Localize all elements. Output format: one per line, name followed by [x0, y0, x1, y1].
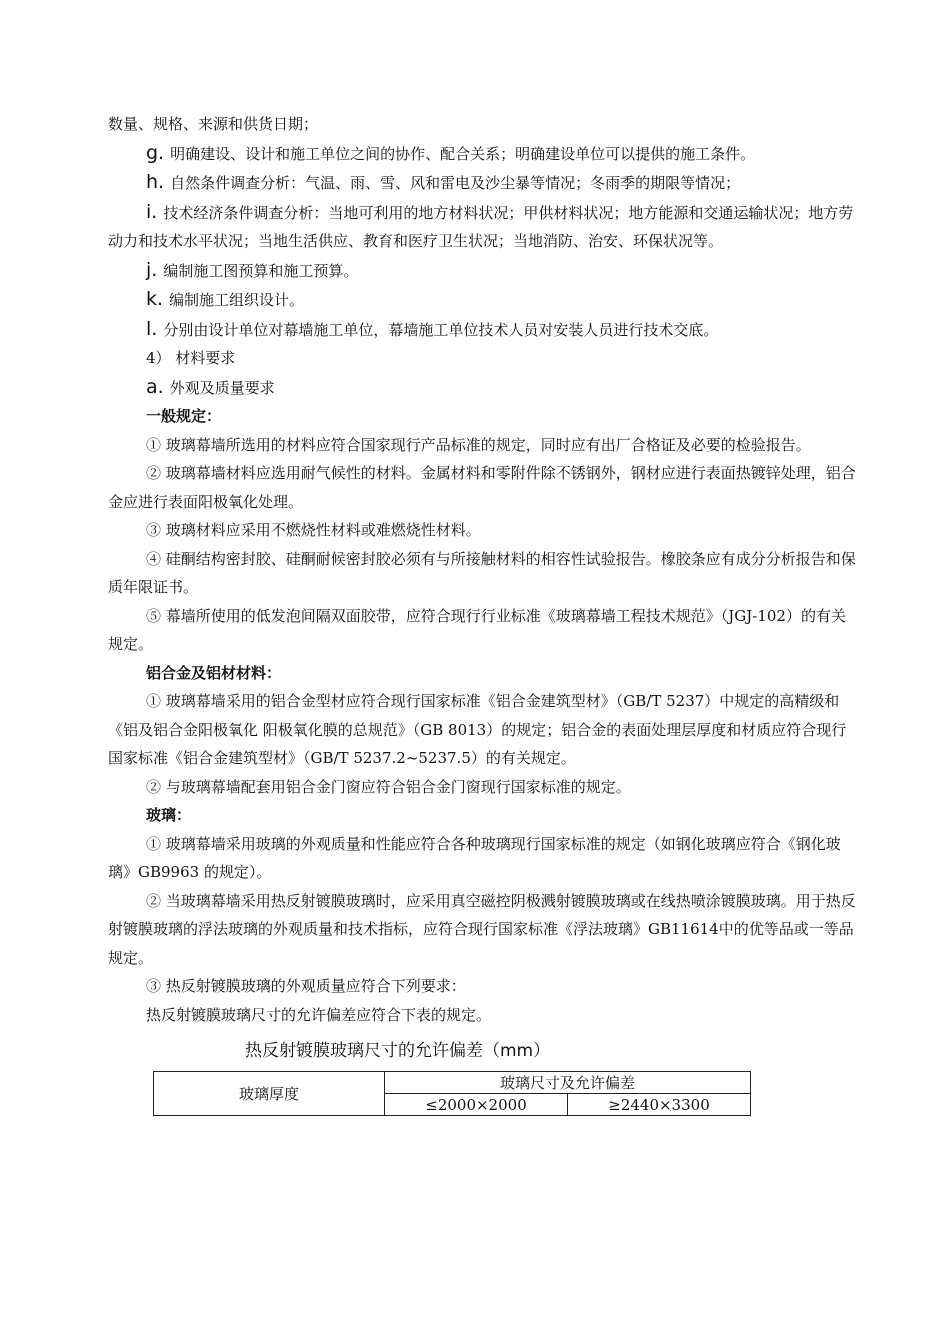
item-g-text: 明确建设、设计和施工单位之间的协作、配合关系；明确建设单位可以提供的施工条件。: [170, 144, 756, 163]
item-g-marker: g.: [146, 141, 165, 164]
item-h-marker: h.: [146, 171, 165, 193]
item-a: [108, 373, 860, 403]
item-a-marker: a.: [146, 375, 164, 398]
glass-heading: 玻璃：: [146, 806, 192, 824]
subheader-small-size: ≤2000×2000: [385, 1094, 568, 1116]
glass-rule-2: ② 当玻璃幕墙采用热反射镀膜玻璃时，应采用真空磁控阴极溅射镀膜玻璃或在线热喷涂镀膜玻璃。用于热反射镀膜玻璃的浮法玻璃的外观质量和技术指标，应符合现行国家标准《浮法玻璃》GB11614中的优等品或一等品规定。: [108, 891, 856, 967]
item-k: [108, 285, 860, 315]
document-page: [108, 110, 860, 1116]
general-rule-2: ② 玻璃幕墙材料应选用耐气候性的材料。金属材料和零附件除不锈钢外，钢材应进行表面热镀锌处理，铝合金应进行表面阳极氧化处理。: [108, 464, 856, 511]
general-rules-heading: 一般规定：: [146, 407, 222, 425]
item-j: [108, 256, 860, 286]
section-4-heading: 4） 材料要求: [146, 349, 236, 367]
item-g: [108, 139, 860, 169]
header-glass-thickness: 玻璃厚度: [154, 1072, 385, 1116]
glass-rule-4: 热反射镀膜玻璃尺寸的允许偏差应符合下表的规定。: [146, 1005, 492, 1024]
item-h-text: 自然条件调查分析：气温、雨、雪、风和雷电及沙尘暴等情况；冬雨季的期限等情况；: [170, 174, 741, 192]
general-rule-5: ⑤ 幕墙所使用的低发泡间隔双面胶带，应符合现行行业标准《玻璃幕墙工程技术规范》（JGJ-102）的有关规定。: [108, 606, 846, 653]
table-header-row: [154, 1072, 751, 1094]
item-l-text: 分别由设计单位对幕墙施工单位，幕墙施工单位技术人员对安装人员进行技术交底。: [163, 320, 719, 339]
aluminum-rule-1: ① 玻璃幕墙采用的铝合金型材应符合现行国家标准《铝合金建筑型材》（GB/T 5237）中规定的高精级和《铝及铝合金阳极氧化 阳极氧化膜的总规范》（GB 8013）的规定；铝合金的表面处理层厚度和材质应符合现行国家标准《铝合金建筑型材》（GB/T 5237.2~5237.5）的有关规定。: [108, 692, 847, 767]
item-i-text: 技术经济条件调查分析：当地可利用的地方材料状况；甲供材料状况；地方能源和交通运输状况；地方劳动力和技术水平状况；当地生活供应、教育和医疗卫生状况；当地消防、治安、环保状况等。: [108, 203, 854, 250]
paragraph-supply-info: 数量、规格、来源和供货日期；: [108, 115, 319, 133]
header-size-deviation: 玻璃尺寸及允许偏差: [385, 1072, 751, 1094]
item-j-text: 编制施工图预算和施工预算。: [163, 261, 359, 280]
general-rule-3: ③ 玻璃材料应采用不燃烧性材料或难燃烧性材料。: [146, 521, 481, 539]
general-rule-4: ④ 硅酮结构密封胶、硅酮耐候密封胶必须有与所接触材料的相容性试验报告。橡胶条应有成分分析报告和保质年限证书。: [108, 549, 856, 596]
aluminum-rule-2: ② 与玻璃幕墙配套用铝合金门窗应符合铝合金门窗现行国家标准的规定。: [146, 777, 631, 796]
deviation-table: [153, 1071, 751, 1116]
item-a-text: 外观及质量要求: [169, 378, 275, 397]
general-rule-1: ① 玻璃幕墙所选用的材料应符合国家现行产品标准的规定，同时应有出厂合格证及必要的检验报告。: [146, 435, 811, 454]
item-k-text: 编制施工组织设计。: [169, 291, 305, 309]
item-i: [108, 198, 860, 256]
aluminum-heading: 铝合金及铝材材料：: [146, 663, 282, 682]
item-j-marker: j.: [146, 258, 158, 281]
item-l-marker: l.: [146, 317, 158, 340]
item-l: [108, 315, 860, 345]
subheader-large-size: ≥2440×3300: [568, 1094, 751, 1116]
item-h: [108, 168, 860, 198]
glass-rule-3: ③ 热反射镀膜玻璃的外观质量应符合下列要求：: [146, 977, 466, 995]
glass-rule-1: ① 玻璃幕墙采用玻璃的外观质量和性能应符合各种玻璃现行国家标准的规定（如钢化玻璃应符合《钢化玻璃》GB9963 的规定）。: [108, 834, 841, 881]
item-k-marker: k.: [146, 288, 164, 310]
item-i-marker: i.: [146, 200, 158, 223]
table-caption: 热反射镀膜玻璃尺寸的允许偏差（mm）: [245, 1041, 551, 1061]
